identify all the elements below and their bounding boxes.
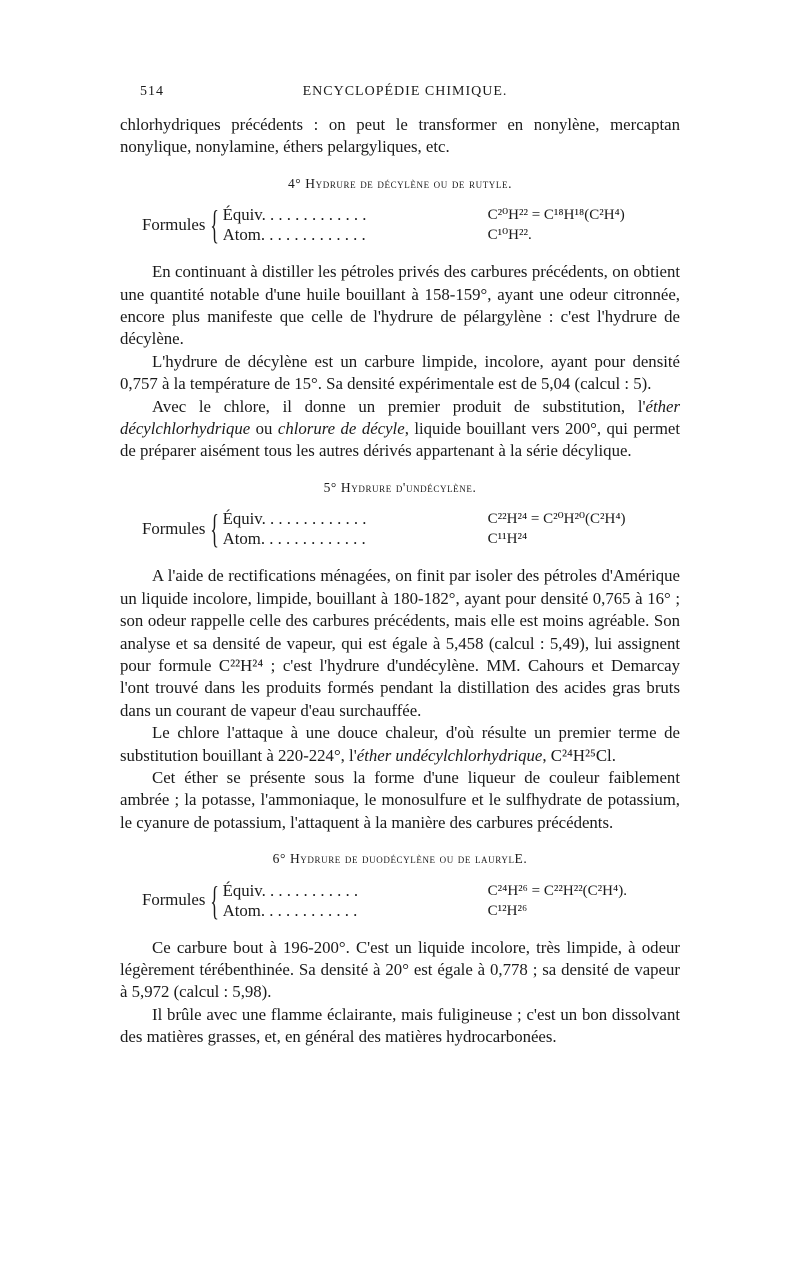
- italic-term: éther décylchlorhydrique: [120, 396, 680, 439]
- equiv-formula: C²²H²⁴ = C²⁰H²⁰(C²H⁴): [487, 511, 626, 528]
- paragraph: Cet éther se présente sous la forme d'une liqueur de couleur faiblement ambrée ; la potasse, l'ammoniaque, le monosulfure et le sulfhydrate de potassium, le cyanure de potassium, l'attaquent à la manière des carbures précédents.: [120, 767, 680, 832]
- text-run: Avec le chlore, il donne un premier produit de substitution, l': [152, 396, 646, 416]
- section-title: Hydrure de décylène ou de rutyle.: [305, 175, 513, 191]
- brace-icon: {: [210, 202, 220, 248]
- text-run: , liquide bouillant vers 200°, qui permet de préparer aisément tous les autres dérivés appartenant à la série décylique.: [120, 419, 681, 461]
- formula-block-5: [142, 507, 680, 551]
- atom-label: Atom. . . . . . . . . . . . .: [222, 529, 366, 549]
- section-title: Hydrure d'undécylène.: [340, 479, 477, 495]
- section-heading-5: [120, 477, 680, 499]
- section-number: 5°: [323, 479, 337, 495]
- section-heading-6: [120, 848, 680, 870]
- equiv-formula: C²⁰H²² = C¹⁸H¹⁸(C²H⁴): [487, 207, 625, 224]
- equiv-label: Équiv. . . . . . . . . . . . .: [222, 205, 367, 225]
- text-run: Le chlore l'attaque à une douce chaleur, d'où résulte un premier terme de substitution bouillant à 220-224°, l': [120, 723, 680, 765]
- paragraph: A l'aide de rectifications ménagées, on finit par isoler des pétroles d'Amérique un liquide incolore, limpide, bouillant à 180-182°, ayant pour densité 0,765 à 16° ; son odeur rappelle celle des carbures précédents, mais elle est moins agréable. Son analyse et sa densité de vapeur, qui est égale à 5,458 (calcul : 5,49), lui assignent pour formule C²²H²⁴ ; c'est l'hydrure d'undécylène. MM. Cahours et Demarcay l'ont trouvé dans les produits formés pendant la distillation des acides gras bruts dans un courant de vapeur d'eau surchauffée.: [120, 566, 680, 720]
- formula-block-4: [142, 203, 680, 247]
- paragraph: [120, 396, 680, 463]
- formula-label: Formules: [142, 519, 206, 539]
- brace-icon: {: [210, 506, 220, 552]
- atom-formula: C¹²H²⁶: [487, 902, 528, 919]
- italic-term: chlorure de décyle: [277, 419, 405, 439]
- running-title: ENCYCLOPÉDIE CHIMIQUE.: [302, 84, 508, 99]
- brace-icon: {: [210, 877, 220, 923]
- text-run: ou: [250, 419, 278, 439]
- atom-label: Atom. . . . . . . . . . . .: [222, 900, 358, 920]
- section-number: 6°: [272, 851, 286, 867]
- atom-formula: C¹⁰H²².: [487, 227, 532, 244]
- paragraph: Ce carbure bout à 196-200°. C'est un liquide incolore, très limpide, à odeur légèrement térébenthinée. Sa densité à 20° est égale à 0,778 ; sa densité de vapeur à 5,972 (calcul : 5,98).: [120, 937, 680, 1002]
- equiv-label: Équiv. . . . . . . . . . . . .: [222, 509, 367, 529]
- page-body: [120, 114, 680, 1049]
- formula-block-6: [142, 879, 680, 923]
- paragraph: [120, 722, 680, 767]
- atom-label: Atom. . . . . . . . . . . . .: [222, 225, 366, 245]
- section-heading-4: [120, 173, 680, 195]
- section-title: Hydrure de duodécylène ou de laurylE.: [289, 851, 528, 867]
- formula-label: Formules: [142, 890, 206, 910]
- section-number: 4°: [287, 175, 302, 191]
- running-header: [140, 84, 670, 104]
- atom-formula: C¹¹H²⁴: [487, 531, 528, 548]
- paragraph: En continuant à distiller les pétroles privés des carbures précédents, on obtient une quantité notable d'une huile bouillant à 158-159°, ayant une odeur citronnée, encore plus manifeste que celle de l'hydrure de pélargylène : c'est l'hydrure de décylène.: [120, 262, 680, 349]
- text-run: , C²⁴H²⁵Cl.: [542, 745, 616, 765]
- equiv-label: Équiv. . . . . . . . . . . .: [222, 880, 359, 900]
- paragraph: Il brûle avec une flamme éclairante, mais fuligineuse ; c'est un bon dissolvant des matières grasses, et, en général des matières hydrocarbonées.: [120, 1004, 680, 1047]
- italic-term: éther undécylchlorhydrique: [356, 745, 543, 765]
- page-number: 514: [140, 84, 164, 99]
- formula-label: Formules: [142, 215, 206, 235]
- intro-paragraph: chlorhydriques précédents : on peut le transformer en nonylène, mercaptan nonylique, nonylamine, éthers pelargyliques, etc.: [120, 115, 680, 157]
- paragraph: L'hydrure de décylène est un carbure limpide, incolore, ayant pour densité 0,757 à la température de 15°. Sa densité expérimentale est de 5,04 (calcul : 5).: [120, 351, 680, 394]
- equiv-formula: C²⁴H²⁶ = C²²H²²(C²H⁴).: [487, 882, 627, 899]
